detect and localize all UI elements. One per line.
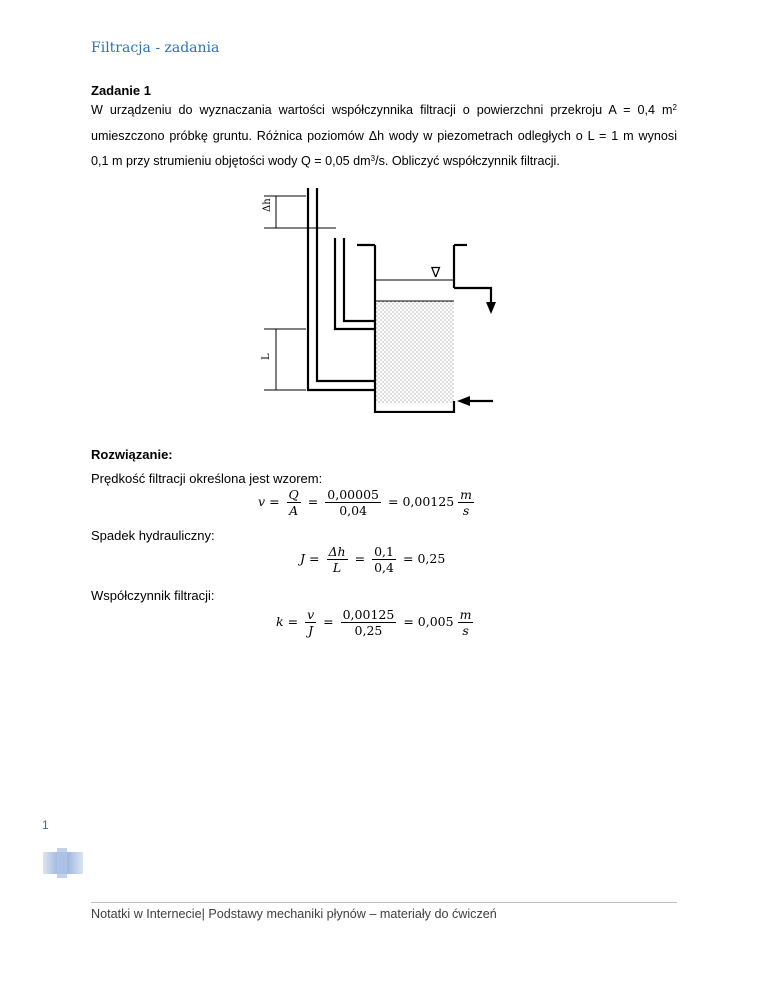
velocity-result: 0,00125: [402, 494, 455, 509]
header-title: Filtracja - zadania: [91, 40, 220, 56]
delta-h-label: Δh: [262, 198, 273, 212]
velocity-symbol: v: [258, 494, 266, 509]
gradient-denominator-symbol: L: [332, 560, 342, 575]
gradient-result: 0,25: [417, 551, 446, 566]
velocity-formula: v = $\frac{Q}{A}$ = $\frac{0,00005}{0,04}$ = 0,00125 $\frac{m}{s}$: [258, 487, 473, 518]
gradient-symbol: J: [300, 551, 306, 566]
coefficient-formula: k = $\frac{v}{J}$ = $\frac{0,00125}{0,25}$ = 0,005 $\frac{m}{s}$: [276, 607, 472, 638]
footer-divider: [91, 902, 677, 903]
velocity-unit-numerator: m: [460, 487, 473, 502]
task-line-3: [91, 149, 677, 175]
coefficient-denominator-symbol: J: [308, 623, 314, 638]
coefficient-unit-numerator: m: [459, 607, 472, 622]
coefficient-numerator-value: 0,00125: [342, 607, 395, 622]
gradient-denominator-value: 0,4: [374, 560, 394, 575]
filtration-apparatus-diagram: [250, 185, 510, 413]
task-line-3-text: 0,1 m przy strumieniu objętości wody Q = 0,05 dm: [91, 154, 371, 168]
gradient-formula: J = $\frac{\Delta h}{L}$ = $\frac{0,1}{0,4}$ = 0,25: [300, 544, 446, 575]
outflow-arrow-icon: [486, 302, 496, 314]
soil-sample: [375, 301, 454, 403]
velocity-numerator-value: 0,00005: [327, 487, 379, 502]
task-text: [91, 98, 677, 175]
length-l-label: L: [261, 353, 272, 360]
gradient-label: Spadek hydrauliczny:: [91, 528, 215, 543]
task-line-2: umieszczono próbkę gruntu. Różnica poziomów Δh wody w piezometrach odległych o L = 1 m wynosi: [91, 128, 677, 143]
velocity-numerator-symbol: Q: [288, 487, 299, 502]
velocity-unit-denominator: s: [462, 503, 470, 518]
coefficient-label: Współczynnik filtracji:: [91, 588, 215, 603]
water-level-icon: ∇: [431, 265, 441, 281]
velocity-label: Prędkość filtracji określona jest wzorem:: [91, 471, 323, 486]
task-line-1-text: W urządzeniu do wyznaczania wartości współczynnika filtracji o powierzchni przekroju A = 0,4 m: [91, 103, 673, 117]
task-line-3-end: /s. Obliczyć współczynnik filtracji.: [375, 154, 560, 168]
coefficient-unit-denominator: s: [462, 623, 469, 638]
gradient-numerator-symbol: Δh: [328, 544, 346, 559]
gradient-numerator-value: 0,1: [374, 544, 394, 559]
footer-text: Notatki w Internecie| Podstawy mechaniki płynów – materiały do ćwiczeń: [91, 907, 497, 921]
coefficient-result: 0,005: [417, 614, 454, 629]
coefficient-symbol: k: [276, 614, 284, 629]
task-line-1: [91, 98, 677, 124]
page-number: 1: [42, 818, 49, 832]
velocity-denominator-value: 0,04: [339, 503, 368, 518]
superscript-2: 2: [672, 103, 677, 112]
superscript-3: 3: [370, 154, 376, 163]
velocity-denominator-symbol: A: [289, 503, 299, 518]
coefficient-numerator-symbol: v: [307, 607, 315, 622]
page-decoration-icon: [43, 848, 83, 878]
task-title: Zadanie 1: [91, 83, 151, 98]
solution-title: Rozwiązanie:: [91, 447, 173, 462]
coefficient-denominator-value: 0,25: [354, 623, 383, 638]
inflow-arrow-icon: [457, 396, 470, 406]
